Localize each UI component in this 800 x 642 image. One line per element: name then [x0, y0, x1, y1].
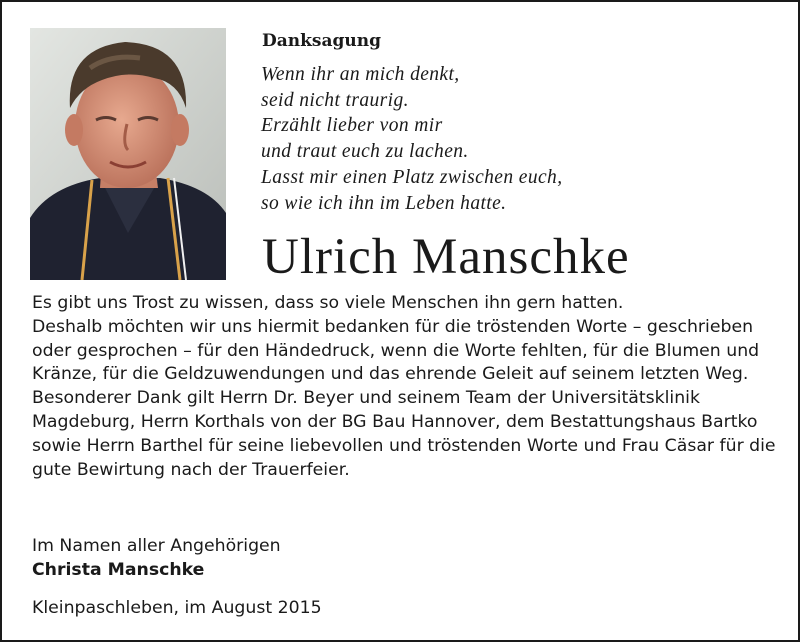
portrait-photo: [30, 28, 226, 280]
thanks-paragraph: Deshalb möchten wir uns hiermit bedanken für die tröstenden Worte – geschrieben oder gesprochen – für den Händedruck, wenn die Worte fehlten, für die Blumen und Kränze, für die Geldzuwendungen und das ehrende Geleit auf seinem letzten Weg.: [32, 316, 760, 385]
thanks-text: [32, 292, 797, 482]
signature-name: Christa Manschke: [32, 559, 205, 580]
poem-line: seid nicht traurig.: [261, 89, 409, 111]
deceased-name: Ulrich Manschke: [262, 229, 630, 285]
heading-title: Danksagung: [262, 31, 381, 51]
poem: [261, 62, 562, 216]
poem-line: und traut euch zu lachen.: [261, 141, 469, 163]
poem-line: Wenn ihr an mich denkt,: [261, 64, 460, 85]
poem-line: Erzählt lieber von mir: [261, 115, 443, 137]
thanks-paragraph: Es gibt uns Trost zu wissen, dass so viele Menschen ihn gern hatten.: [32, 293, 624, 313]
poem-line: Lasst mir einen Platz zwischen euch,: [261, 166, 563, 188]
signature-intro: Im Namen aller Angehörigen: [32, 536, 281, 556]
place-date: Kleinpaschleben, im August 2015: [32, 598, 322, 618]
thanks-paragraph: Besonderer Dank gilt Herrn Dr. Beyer und seinem Team der Universitätsklinik Magdeburg, Herrn Korthals von der BG Bau Hannover, dem Bestattungshaus Bartko sowie Herrn Barthel für seine liebevollen und tröstenden Worte und Frau Cäsar für die gute Bewirtung nach der Trauerfeier.: [32, 388, 776, 480]
signature-block: [32, 535, 281, 583]
poem-line: so wie ich ihn im Leben hatte.: [261, 192, 507, 214]
